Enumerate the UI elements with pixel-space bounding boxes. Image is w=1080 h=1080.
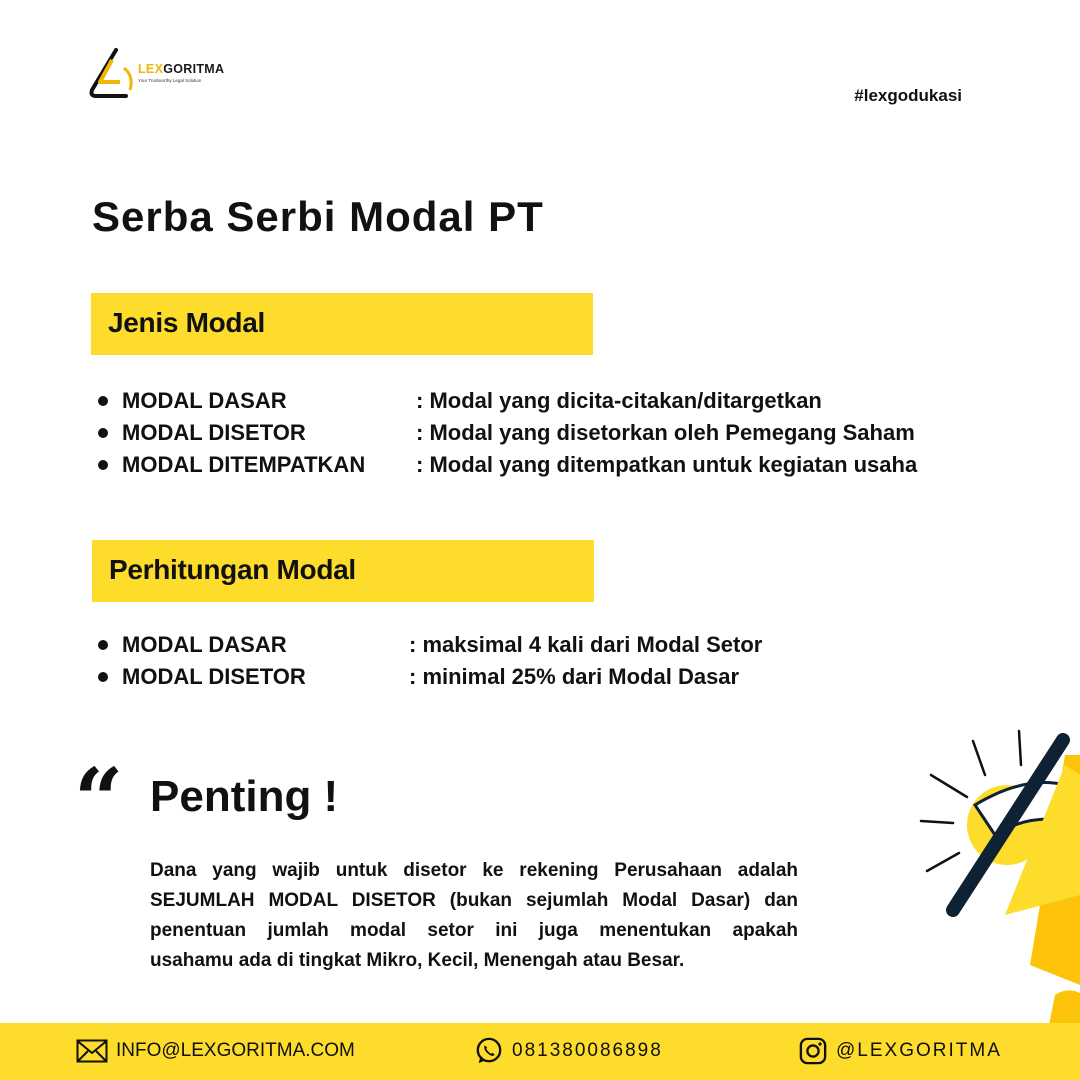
- note-body: [150, 856, 798, 976]
- list-item-term: MODAL DASAR: [122, 632, 287, 657]
- list-item-desc: : minimal 25% dari Modal Dasar: [409, 664, 740, 689]
- email-text: INFO@LEXGORITMA.COM: [116, 1040, 355, 1061]
- list-item-desc: : Modal yang dicita-citakan/ditargetkan: [416, 388, 822, 413]
- page-title: Serba Serbi Modal PT: [92, 193, 544, 240]
- logo-name: LEXGORITMA: [138, 62, 225, 76]
- footer-email[interactable]: [76, 1037, 355, 1065]
- list-item-term: MODAL DASAR: [122, 388, 287, 413]
- list-item-term: MODAL DISETOR: [122, 420, 306, 445]
- section-heading-band: [92, 540, 594, 602]
- bullet-icon: [98, 396, 108, 406]
- bullet-icon: [98, 428, 108, 438]
- list-item: [98, 417, 998, 449]
- list-item-desc: : Modal yang ditempatkan untuk kegiatan usaha: [416, 452, 918, 477]
- note-line: Dana yang wajib untuk disetor ke rekening Perusahaan adalah: [150, 860, 798, 881]
- megaphone-icon: [915, 725, 1080, 1035]
- whatsapp-icon: [474, 1037, 504, 1065]
- mail-icon: [76, 1037, 108, 1065]
- bullet-icon: [98, 640, 108, 650]
- note-line: usahamu ada di tingkat Mikro, Kecil, Menengah atau Besar.: [150, 950, 685, 971]
- list-item-term: MODAL DITEMPATKAN: [122, 452, 366, 477]
- note-line: SEJUMLAH MODAL DISETOR (bukan sejumlah Modal Dasar) dan: [150, 890, 798, 911]
- section-heading: Jenis Modal: [108, 307, 265, 338]
- list-item: [98, 385, 998, 417]
- instagram-icon: [798, 1037, 828, 1065]
- list-item: [98, 629, 998, 661]
- note-line: penentuan jumlah modal setor ini juga menentukan apakah: [150, 920, 798, 941]
- logo-tagline: Your Trustworthy Legal Solution: [138, 78, 202, 83]
- footer-whatsapp[interactable]: [474, 1037, 663, 1065]
- logo-mark-icon: [86, 46, 146, 100]
- bullet-icon: [98, 460, 108, 470]
- whatsapp-text: 081380086898: [512, 1040, 663, 1061]
- list-item: [98, 661, 998, 693]
- footer-instagram[interactable]: [798, 1037, 1002, 1065]
- quote-icon: “: [74, 750, 124, 851]
- bullet-icon: [98, 672, 108, 682]
- list-item-desc: : Modal yang disetorkan oleh Pemegang Saham: [416, 420, 915, 445]
- note-heading: Penting !: [150, 772, 339, 821]
- list-item-term: MODAL DISETOR: [122, 664, 306, 689]
- footer: [0, 1023, 1080, 1080]
- logo: [86, 46, 246, 102]
- section-heading: Perhitungan Modal: [109, 554, 356, 585]
- list-item: [98, 449, 998, 481]
- instagram-text: @LEXGORITMA: [836, 1040, 1002, 1061]
- hashtag: #lexgodukasi: [854, 86, 962, 105]
- section-heading-band: [91, 293, 593, 355]
- list-item-desc: : maksimal 4 kali dari Modal Setor: [409, 632, 763, 657]
